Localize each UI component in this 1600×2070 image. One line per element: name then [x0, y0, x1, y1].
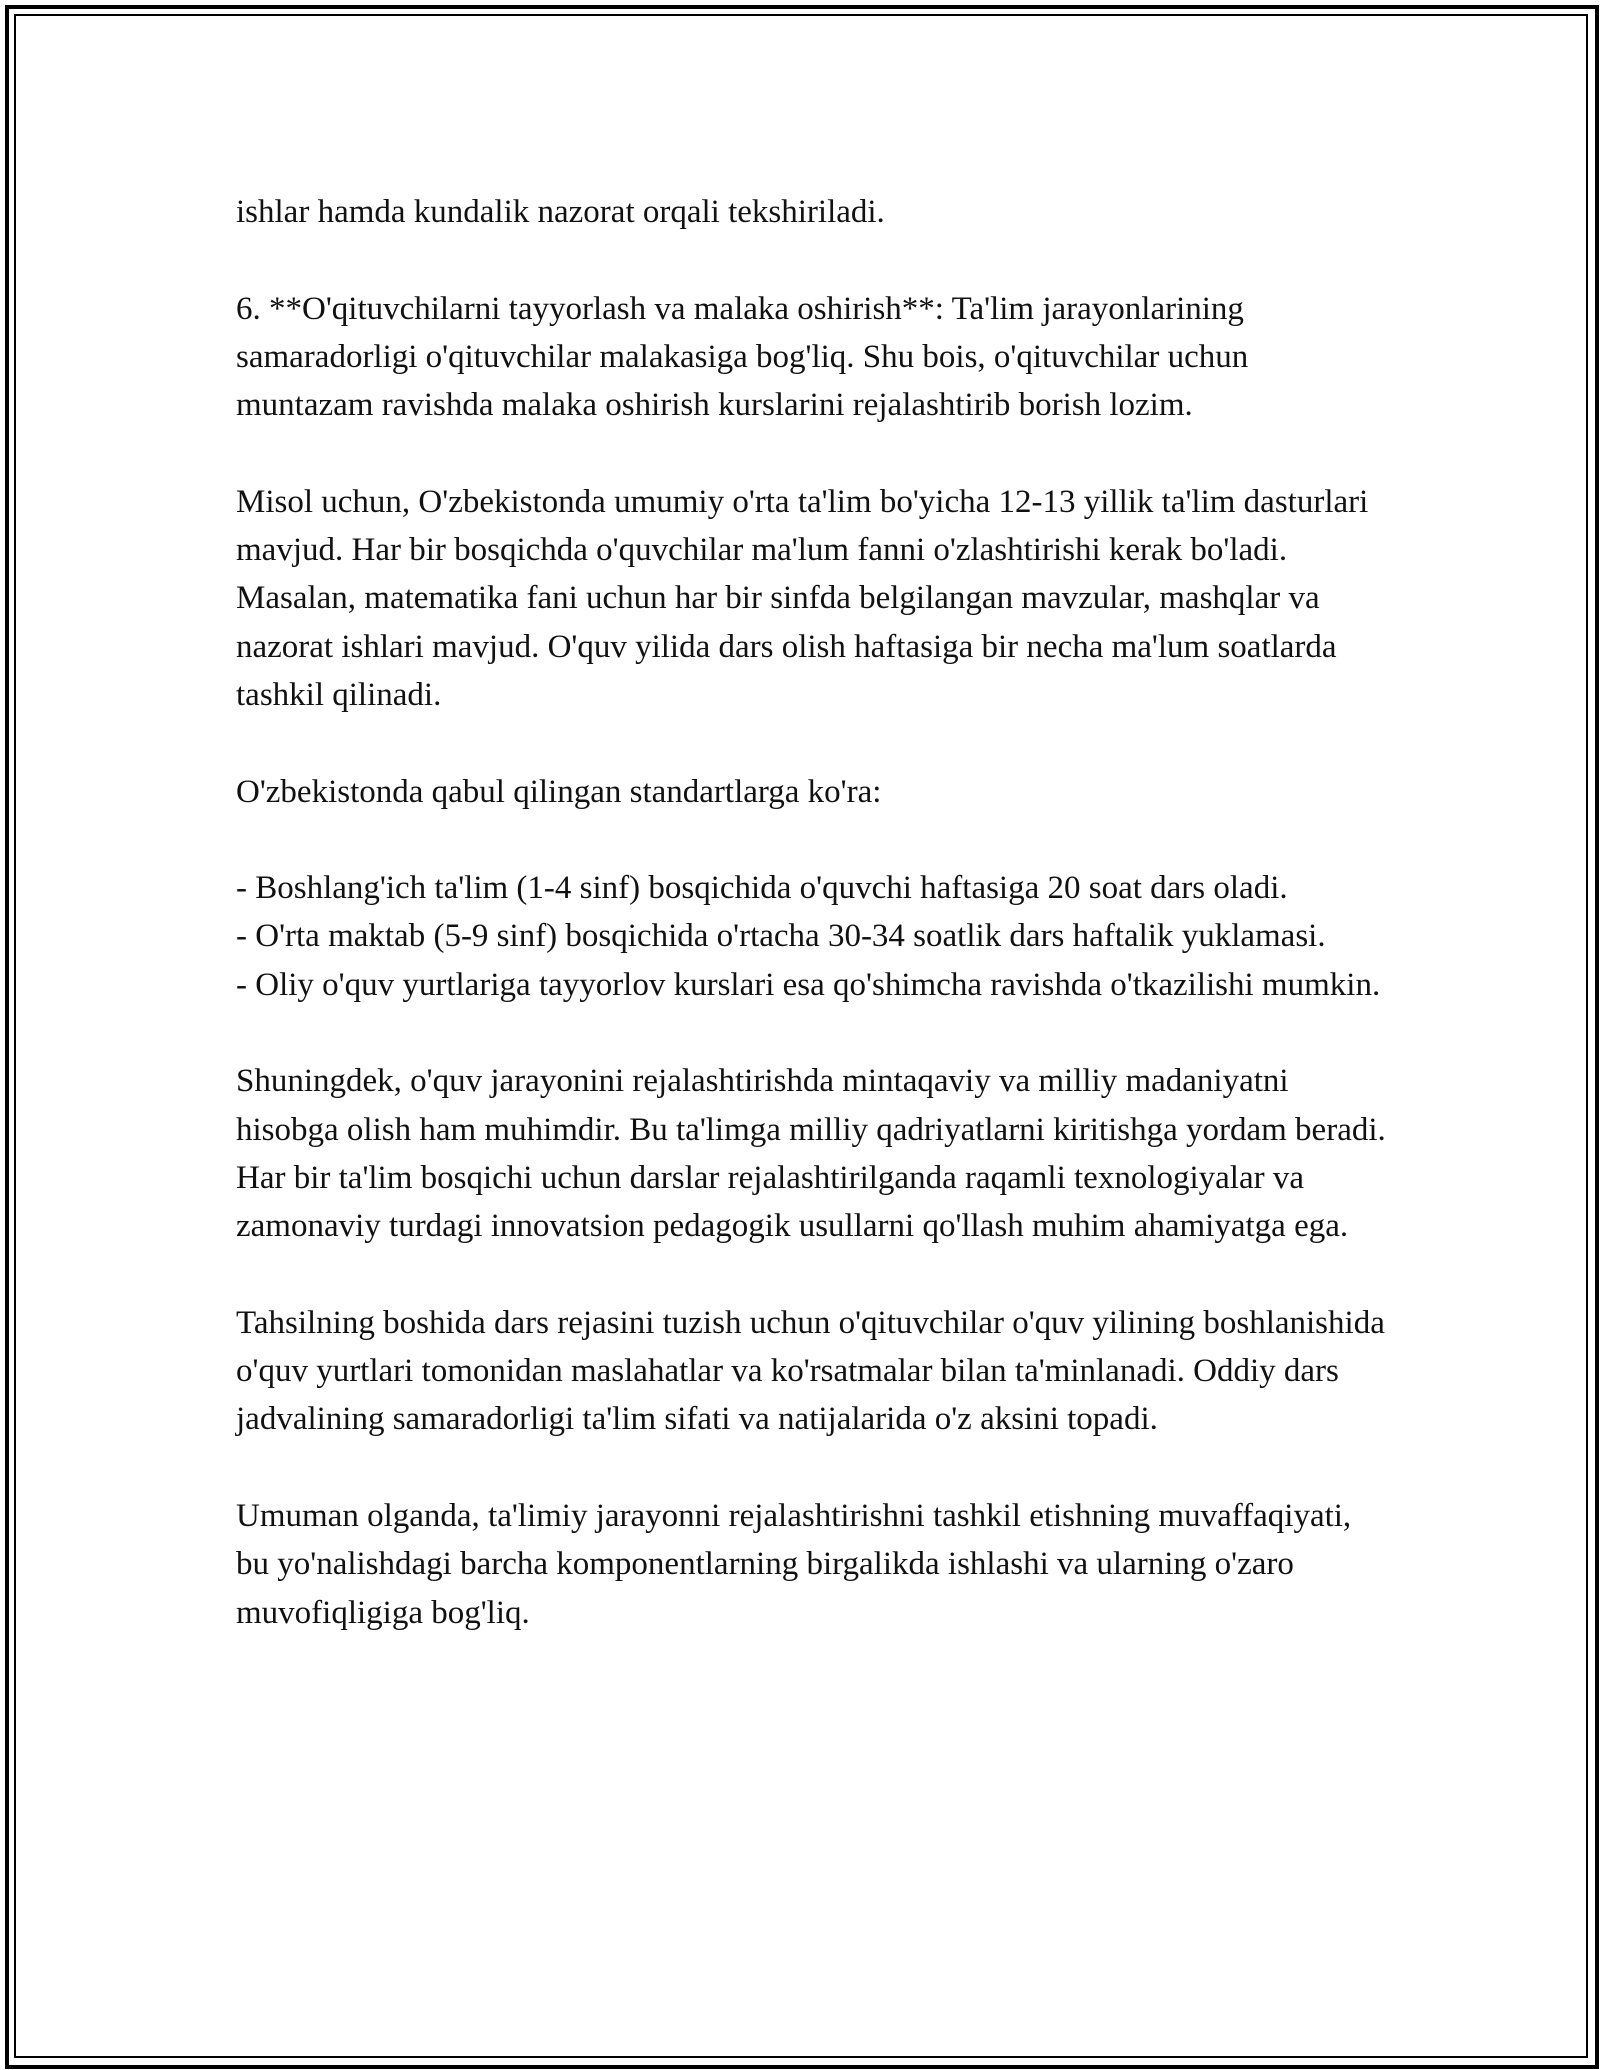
paragraph-continuation: ishlar hamda kundalik nazorat orqali tekshiriladi. [236, 194, 885, 230]
list-item: - Boshlang'ich ta'lim (1-4 sinf) bosqichida o'quvchi haftasiga 20 soat dars oladi. [236, 870, 1288, 907]
list-item: - Oliy o'quv yurtlariga tayyorlov kurslari esa qo'shimcha ravishda o'tkazilishi mumkin. [236, 966, 1381, 1003]
paragraph-example: Misol uchun, O'zbekistonda umumiy o'rta ta'lim bo'yicha 12-13 yillik ta'lim dasturlari mavjud. Har bir bosqichda o'quvchilar ma'lum fanni o'zlashtirishi kerak bo'ladi. Masalan, matematika fani uchun har bir sinfda belgilangan mavzular, mashqlar va nazorat ishlari mavjud. O'quv yilida dars olish haftasiga bir necha ma'lum soatlarda tashkil qilinadi. [236, 483, 1369, 713]
paragraph-teacher-training: 6. **O'qituvchilarni tayyorlash va malaka oshirish**: Ta'lim jarayonlarining samaradorligi o'qituvchilar malakasiga bog'liq. Shu bois, o'qituvchilar uchun muntazam ravishda malaka oshirish kurslarini rejalashtirib borish lozim. [236, 290, 1249, 424]
list-item: - O'rta maktab (5-9 sinf) bosqichida o'rtacha 30-34 soatlik dars haftalik yuklamasi. [236, 918, 1326, 955]
paragraph-conclusion: Umuman olganda, ta'limiy jarayonni rejalashtirishni tashkil etishning muvaffaqiyati, bu yo'nalishdagi barcha komponentlarning birgalikda ishlashi va ularning o'zaro muvofiqligiga bog'liq. [236, 1498, 1352, 1631]
document-body [236, 188, 1386, 1685]
paragraph-lesson-plan: Tahsilning boshida dars rejasini tuzish uchun o'qituvchilar o'quv yilining boshlanishida o'quv yurtlari tomonidan maslahatlar va ko'rsatmalar bilan ta'minlanadi. Oddiy dars jadvalining samaradorligi ta'lim sifati va natijalarida o'z aksini topadi. [236, 1304, 1385, 1438]
paragraph-culture: Shuningdek, o'quv jarayonini rejalashtirishda mintaqaviy va milliy madaniyatni hisobga olish ham muhimdir. Bu ta'limga milliy qadriyatlarni kiritishga yordam beradi. Har bir ta'lim bosqichi uchun darslar rejalashtirilganda raqamli texnologiyalar va zamonaviy turdagi innovatsion pedagogik usullarni qo'llash muhim ahamiyatga ega. [236, 1063, 1386, 1245]
paragraph-standards-intro: O'zbekistonda qabul qilingan standartlarga ko'ra: [236, 773, 882, 810]
standards-list [236, 864, 1386, 1009]
